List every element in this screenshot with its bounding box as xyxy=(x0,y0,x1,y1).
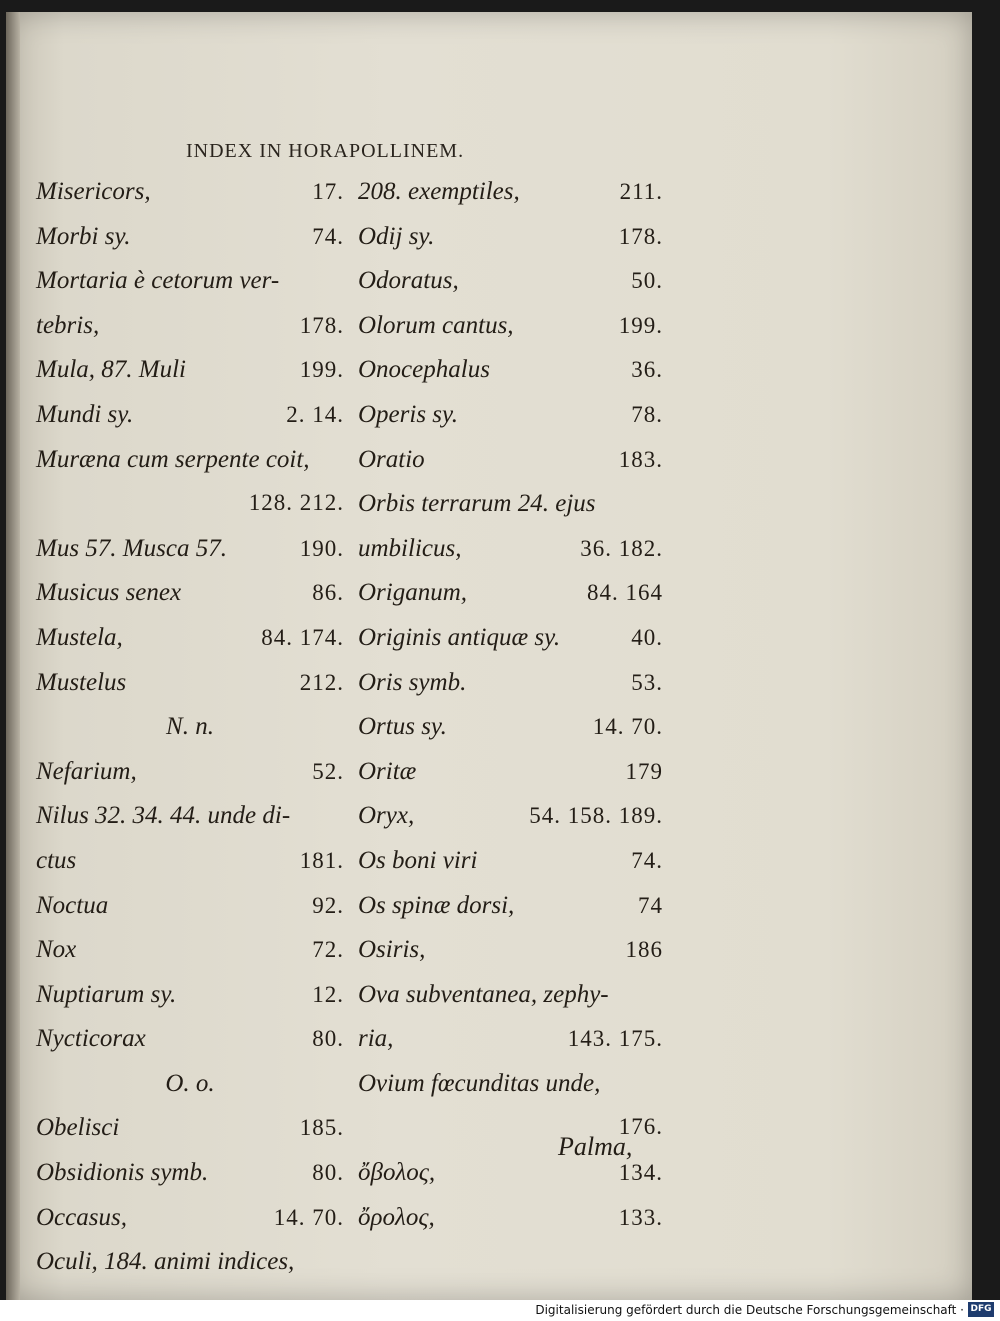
index-page-ref: 72. xyxy=(312,937,344,963)
index-entry xyxy=(36,1025,344,1070)
index-entry xyxy=(358,1070,663,1115)
index-entry xyxy=(36,936,344,981)
index-term: tebris, xyxy=(36,311,100,339)
index-term: Ova subventanea, zephy- xyxy=(358,980,609,1008)
index-entry xyxy=(358,847,663,892)
index-page-ref: 178. xyxy=(618,223,663,249)
index-entry xyxy=(358,579,663,624)
index-entry xyxy=(358,312,663,357)
index-page-ref: 40. xyxy=(631,624,663,650)
index-entry xyxy=(36,758,344,803)
index-term: Oris symb. xyxy=(358,668,467,696)
index-entry xyxy=(36,223,344,268)
index-page-ref: 80. xyxy=(312,1160,344,1186)
index-entry xyxy=(36,1159,344,1204)
index-entry xyxy=(36,535,344,580)
index-term: Oritæ xyxy=(358,757,417,785)
index-page-ref: 134. xyxy=(618,1160,663,1186)
index-term: Originis antiquæ sy. xyxy=(358,623,561,651)
index-entry xyxy=(358,446,663,491)
index-page-ref: 181. xyxy=(299,847,344,873)
left-index-column xyxy=(36,178,344,1293)
index-page-ref: 211. xyxy=(619,179,663,204)
index-term: Origanum, xyxy=(358,579,468,607)
index-term: 208. exemptiles, xyxy=(358,178,520,205)
index-entry xyxy=(358,356,663,401)
index-term: Mula, 87. Muli xyxy=(36,356,186,384)
index-page-ref: 78. xyxy=(631,401,663,427)
index-term: ὄβολος, xyxy=(358,1159,436,1187)
index-term: Nycticorax xyxy=(36,1025,146,1053)
index-page-ref: 179 xyxy=(625,758,663,784)
book-page xyxy=(6,12,972,1300)
index-term: Orbis terrarum 24. ejus xyxy=(358,490,596,518)
index-entry xyxy=(36,1114,344,1159)
index-term: N. n. xyxy=(166,713,214,741)
index-term: Noctua xyxy=(36,891,109,919)
index-page-ref: 84. 174. xyxy=(261,624,344,650)
index-term: umbilicus, xyxy=(358,534,462,562)
index-page-ref: 190. xyxy=(299,535,344,561)
index-term: Os spinæ dorsi, xyxy=(358,891,515,919)
footer-credit: Digitalisierung gefördert durch die Deutsche Forschungsgemeinschaft · xyxy=(535,1303,964,1317)
index-entry xyxy=(358,892,663,937)
index-term: Musicus senex xyxy=(36,579,182,607)
index-entry xyxy=(36,490,344,535)
page-header: INDEX IN HORAPOLLINEM. xyxy=(186,140,465,162)
index-entry xyxy=(358,490,663,535)
index-term: Occasus, xyxy=(36,1203,127,1231)
index-term: Misericors, xyxy=(36,178,151,205)
index-entry xyxy=(36,267,344,312)
index-term: Nuptiarum sy. xyxy=(36,980,177,1008)
index-page-ref: 36. xyxy=(631,357,663,383)
index-page-ref: 80. xyxy=(312,1026,344,1052)
index-term: Odij sy. xyxy=(358,222,435,250)
index-entry xyxy=(36,802,344,847)
index-entry xyxy=(36,1204,344,1249)
index-term: Nox xyxy=(36,936,77,964)
index-term: Mundi sy. xyxy=(36,400,134,428)
index-term: ctus xyxy=(36,846,77,874)
index-entry xyxy=(36,312,344,357)
index-term: Nefarium, xyxy=(36,757,137,785)
index-entry xyxy=(358,758,663,803)
index-entry xyxy=(36,446,344,491)
index-page-ref: 212. xyxy=(299,669,344,695)
index-entry xyxy=(358,802,663,847)
index-entry xyxy=(358,1204,663,1249)
index-term: Mustelus xyxy=(36,668,127,696)
index-page-ref: 143. 175. xyxy=(567,1026,663,1052)
index-page-ref: 74. xyxy=(312,223,344,249)
index-entry xyxy=(36,669,344,714)
index-entry xyxy=(36,356,344,401)
index-entry xyxy=(36,1070,344,1115)
index-page-ref: 54. 158. 189. xyxy=(529,803,663,829)
index-term: Mus 57. Musca 57. xyxy=(36,534,227,562)
index-page-ref: 84. 164 xyxy=(587,580,663,606)
index-entry xyxy=(358,401,663,446)
index-entry xyxy=(36,624,344,669)
index-entry xyxy=(358,1159,663,1204)
index-entry xyxy=(358,178,663,223)
index-entry xyxy=(358,713,663,758)
page-spine xyxy=(6,12,20,1300)
index-term: Ovium fœcunditas unde, xyxy=(358,1069,601,1097)
index-entry xyxy=(36,892,344,937)
index-page-ref: 199. xyxy=(618,312,663,338)
right-index-column xyxy=(358,178,663,1248)
index-page-ref: 36. 182. xyxy=(580,535,663,561)
index-page-ref: 17. xyxy=(312,179,344,204)
index-page-ref: 183. xyxy=(618,446,663,472)
index-term: Oratio xyxy=(358,445,425,473)
index-term: Olorum cantus, xyxy=(358,311,514,339)
index-term: Os boni viri xyxy=(358,846,478,874)
footer-bar xyxy=(0,1300,1000,1321)
index-entry xyxy=(358,624,663,669)
index-term: Oryx, xyxy=(358,802,415,830)
index-term: Operis sy. xyxy=(358,400,458,428)
index-entry xyxy=(36,1248,344,1293)
index-term: ria, xyxy=(358,1025,394,1053)
index-entry xyxy=(358,1025,663,1070)
index-entry xyxy=(358,669,663,714)
index-page-ref: 12. xyxy=(312,981,344,1007)
index-entry xyxy=(36,401,344,446)
dfg-logo: DFG xyxy=(968,1302,994,1317)
index-page-ref: 128. 212. xyxy=(248,490,344,516)
index-entry xyxy=(36,847,344,892)
index-term: Osiris, xyxy=(358,936,426,964)
index-page-ref: 176. xyxy=(618,1114,663,1140)
index-entry xyxy=(358,981,663,1026)
index-entry xyxy=(358,267,663,312)
index-page-ref: 2. 14. xyxy=(286,401,344,427)
index-term: Muræna cum serpente coit, xyxy=(36,445,310,473)
index-page-ref: 14. 70. xyxy=(592,714,663,740)
index-entry xyxy=(36,178,344,223)
catchword: Palma, xyxy=(558,1132,633,1161)
index-page-ref: 199. xyxy=(299,357,344,383)
index-term: Nilus 32. 34. 44. unde di- xyxy=(36,802,291,830)
index-entry xyxy=(36,981,344,1026)
index-page-ref: 74. xyxy=(631,847,663,873)
index-page-ref: 14. 70. xyxy=(273,1204,344,1230)
index-term: Obsidionis symb. xyxy=(36,1159,209,1187)
index-page-ref: 178. xyxy=(299,312,344,338)
index-term: Mortaria è cetorum ver- xyxy=(36,267,280,295)
index-term: Oculi, 184. animi indices, xyxy=(36,1248,295,1276)
index-page-ref: 50. xyxy=(631,268,663,294)
index-term: Onocephalus xyxy=(358,356,490,384)
index-page-ref: 186 xyxy=(625,937,663,963)
index-term: O. o. xyxy=(165,1069,215,1097)
index-page-ref: 185. xyxy=(299,1115,344,1141)
index-page-ref: 74 xyxy=(638,892,663,918)
index-entry xyxy=(36,713,344,758)
index-page-ref: 52. xyxy=(312,758,344,784)
index-term: Mustela, xyxy=(36,623,123,651)
index-term: Ortus sy. xyxy=(358,713,447,741)
index-entry xyxy=(36,579,344,624)
index-term: Odoratus, xyxy=(358,267,459,295)
index-entry xyxy=(358,223,663,268)
index-entry xyxy=(358,936,663,981)
index-term: ὄρολος, xyxy=(358,1203,435,1231)
index-page-ref: 86. xyxy=(312,580,344,606)
index-page-ref: 53. xyxy=(631,669,663,695)
index-entry xyxy=(358,535,663,580)
index-page-ref: 133. xyxy=(618,1204,663,1230)
index-term: Obelisci xyxy=(36,1114,120,1142)
index-term: Morbi sy. xyxy=(36,222,131,250)
index-page-ref: 92. xyxy=(312,892,344,918)
